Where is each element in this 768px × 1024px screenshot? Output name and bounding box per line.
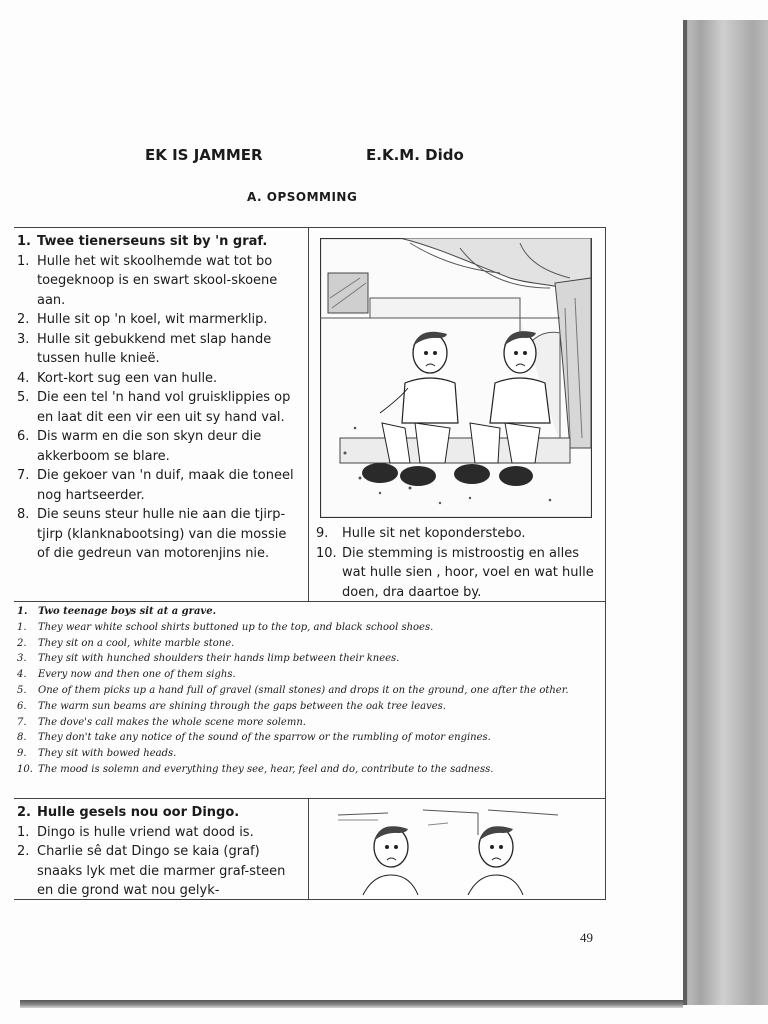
list-item: 7. Die gekoer van 'n duif, maak die toneel nog hartseerder.	[17, 468, 294, 503]
list-item: 5. One of them picks up a hand full of gravel (small stones) and drops it on the ground, one after the other.	[17, 684, 569, 696]
summary-left-column	[17, 232, 301, 564]
list-item: 7. The dove's call makes the whole scene more solemn.	[17, 716, 306, 728]
illustration-boys-talking	[328, 805, 568, 897]
list-item: 9. They sit with bowed heads.	[17, 748, 177, 760]
summary-right-column	[316, 524, 600, 602]
list-item: 9. Hulle sit net koponderstebo.	[316, 526, 526, 541]
list-item: 6. The warm sun beams are shining through the gaps between the oak tree leaves.	[17, 700, 446, 712]
list-item: 6. Dis warm en die son skyn deur die akkerboom se blare.	[17, 429, 262, 464]
list-item: 8. Die seuns steur hulle nie aan die tjirp-tjirp (klanknabootsing) van die mossie of die gedreun van motorenjins nie.	[17, 507, 287, 561]
list-item: 1. Dingo is hulle vriend wat dood is.	[17, 824, 254, 840]
illustration-boys-at-grave	[320, 238, 592, 518]
list-item: 10. The mood is solemn and everything they see, hear, feel and do, contribute to the sadness.	[17, 763, 494, 775]
list-item: 1. Hulle het wit skoolhemde wat tot bo toegeknoop is en swart skool-skoene aan.	[17, 253, 278, 308]
list-item: 1. Two teenage boys sit at a grave.	[17, 606, 217, 617]
author-name: E.K.M. Dido	[366, 146, 464, 164]
part2-text	[17, 803, 303, 901]
list-item: 2. They sit on a cool, white marble stone.	[17, 637, 235, 649]
list-item: 8. They don't take any notice of the sound of the sparrow or the rumbling of motor engines.	[17, 732, 491, 744]
column-divider-2	[308, 798, 309, 899]
english-translation-list	[17, 604, 597, 778]
list-item: 2. Charlie sê dat Dingo se kaia (graf) snaaks lyk met die marmer graf-steen en die grond wat nou gelyk-	[17, 844, 286, 898]
section-heading: A. OPSOMMING	[247, 190, 358, 204]
list-item: 10. Die stemming is mistroostig en alles wat hulle sien , hoor, voel en wat hulle doen, dra daartoe by.	[316, 545, 594, 600]
spine-edge	[683, 20, 687, 1005]
list-item: 3. They sit with hunched shoulders their hands limp between their knees.	[17, 653, 400, 665]
list-item: 1. They wear white school shirts buttoned up to the top, and black school shoes.	[17, 621, 434, 633]
list-item: 4. Kort-kort sug een van hulle.	[17, 370, 218, 386]
book-spine	[683, 20, 768, 1005]
page-number: 49	[580, 930, 593, 945]
summary-heading: 1. Twee tienerseuns sit by 'n graf.	[17, 234, 268, 249]
row-divider-2	[14, 798, 606, 799]
list-item: 4. Every now and then one of them sighs.	[17, 669, 236, 681]
page-bottom-shadow	[20, 1000, 683, 1008]
story-title: EK IS JAMMER	[145, 146, 263, 164]
list-item: 2. Hulle sit op 'n koel, wit marmerklip.	[17, 312, 268, 327]
list-item: 3. Hulle sit gebukkend met slap hande tussen hulle knieë.	[17, 331, 272, 366]
table-top-border	[14, 227, 606, 228]
column-divider	[308, 227, 309, 601]
list-item: 5. Die een tel 'n hand vol gruisklippies op en laat dit een vir een uit sy hand val.	[17, 390, 291, 425]
part2-heading: 2. Hulle gesels nou oor Dingo.	[17, 805, 240, 820]
